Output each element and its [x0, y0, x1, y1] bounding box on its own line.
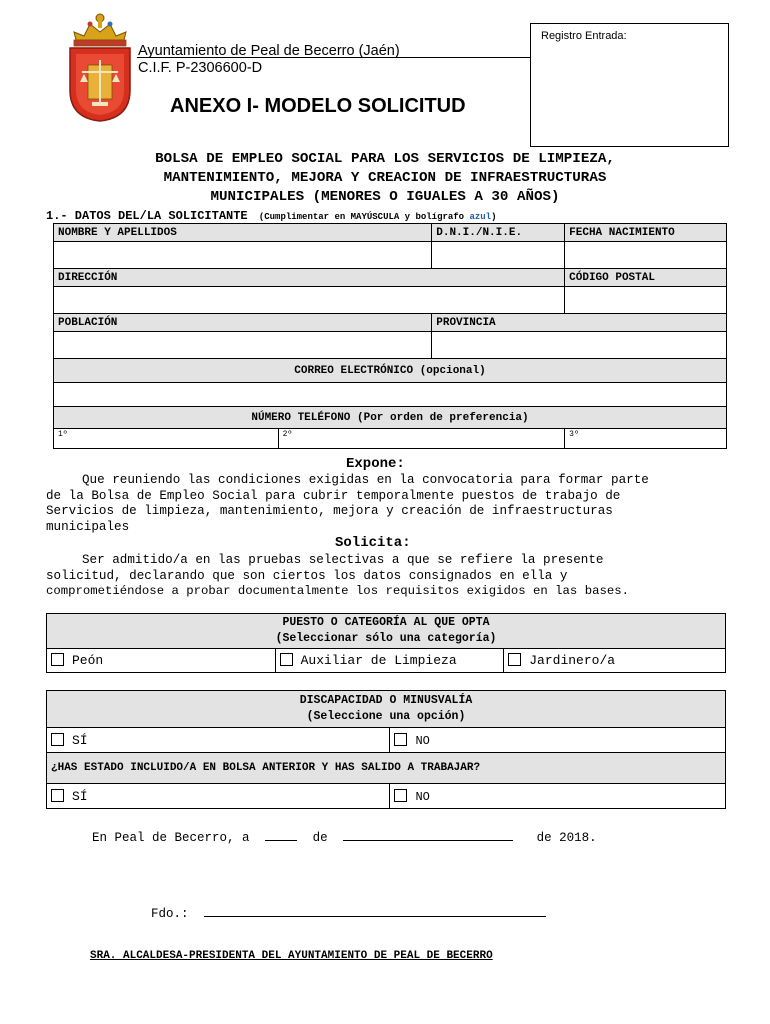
field-telefono-1[interactable]: 1º — [54, 429, 279, 449]
header-divider — [137, 57, 530, 58]
section-1-note: (Cumplimentar en MAYÚSCULA y bolígrafo azul) — [258, 212, 497, 222]
checkbox-discapacidad-no[interactable] — [394, 733, 407, 746]
field-telefono-3[interactable]: 3º — [565, 429, 727, 449]
bolsa-anterior-si[interactable] — [47, 784, 390, 809]
label-codigo-postal: CÓDIGO POSTAL — [565, 269, 727, 287]
expone-heading: Expone: — [346, 456, 405, 472]
field-direccion[interactable] — [54, 287, 565, 314]
expone-line: de la Bolsa de Empleo Social para cubrir temporalmente puestos de trabajo de — [46, 488, 621, 503]
solicita-heading: Solicita: — [335, 535, 411, 551]
document-title: ANEXO I- MODELO SOLICITUD — [170, 95, 466, 117]
field-dni[interactable] — [432, 242, 565, 269]
checkbox-peon[interactable] — [51, 653, 64, 666]
signature-field[interactable] — [204, 916, 546, 917]
expone-line: municipales — [46, 519, 130, 534]
discapacidad-table — [46, 690, 726, 809]
solicita-line: comprometiéndose a probar documentalmente los requisitos exigidos en las bases. — [46, 584, 629, 598]
option-auxiliar-label: Auxiliar de Limpieza — [300, 653, 457, 668]
label-fecha-nacimiento: FECHA NACIMIENTO — [565, 224, 727, 242]
date-de: de — [312, 831, 328, 845]
applicant-data-table — [53, 223, 727, 449]
day-field[interactable] — [265, 840, 297, 841]
field-telefono-2[interactable]: 2º — [278, 429, 565, 449]
bolsa-anterior-no[interactable] — [390, 784, 726, 809]
option-jardinero[interactable] — [504, 649, 726, 673]
bolsa-title — [40, 150, 730, 207]
section-1-heading — [46, 209, 497, 223]
checkbox-bolsa-no[interactable] — [394, 789, 407, 802]
option-auxiliar-limpieza[interactable] — [275, 649, 504, 673]
checkbox-jardinero[interactable] — [508, 653, 521, 666]
bolsa-title-line: BOLSA DE EMPLEO SOCIAL PARA LOS SERVICIOS DE LIMPIEZA, — [155, 151, 615, 167]
label-nombre: NOMBRE Y APELLIDOS — [54, 224, 432, 242]
expone-line: Que reuniendo las condiciones exigidas en la convocatoria para formar parte — [82, 473, 649, 487]
puesto-header — [47, 614, 726, 649]
label-direccion: DIRECCIÓN — [54, 269, 565, 287]
option-jardinero-label: Jardinero/a — [529, 653, 616, 668]
date-line — [92, 831, 597, 845]
note-blue-word: azul — [469, 212, 492, 222]
expone-text — [46, 473, 726, 535]
field-poblacion[interactable] — [54, 332, 432, 359]
label-dni: D.N.I./N.I.E. — [432, 224, 565, 242]
date-prefix: En Peal de Becerro, a — [92, 831, 250, 845]
discapacidad-no-label: NO — [415, 733, 430, 748]
section-1-title: 1.- DATOS DEL/LA SOLICITANTE — [46, 209, 248, 223]
discapacidad-si-label: SÍ — [72, 732, 88, 748]
field-correo[interactable] — [54, 383, 727, 407]
checkbox-bolsa-si[interactable] — [51, 789, 64, 802]
signature-line — [151, 907, 546, 921]
signature-label: Fdo.: — [151, 907, 189, 921]
bolsa-si-label: SÍ — [72, 788, 88, 804]
bolsa-title-line: MANTENIMIENTO, MEJORA Y CREACION DE INFRAESTRUCTURAS — [163, 170, 607, 186]
bolsa-anterior-question: ¿HAS ESTADO INCLUIDO/A EN BOLSA ANTERIOR Y HAS SALIDO A TRABAJAR? — [47, 753, 726, 784]
discapacidad-si[interactable] — [47, 728, 390, 753]
field-provincia[interactable] — [432, 332, 727, 359]
checkbox-auxiliar-limpieza[interactable] — [280, 653, 293, 666]
coat-of-arms-logo — [62, 10, 138, 122]
option-peon-label: Peón — [72, 653, 104, 668]
puesto-title: PUESTO O CATEGORÍA AL QUE OPTA — [282, 616, 490, 629]
registry-stamp-box — [530, 23, 729, 147]
bolsa-no-label: NO — [415, 789, 430, 804]
label-poblacion: POBLACIÓN — [54, 314, 432, 332]
discapacidad-subtitle: (Seleccione una opción) — [306, 710, 466, 723]
discapacidad-header — [47, 691, 726, 728]
field-nombre[interactable] — [54, 242, 432, 269]
solicita-text — [46, 553, 726, 600]
solicita-line: Ser admitido/a en las pruebas selectivas a que se refiere la presente — [82, 553, 604, 567]
option-peon[interactable] — [47, 649, 276, 673]
month-field[interactable] — [343, 840, 513, 841]
label-provincia: PROVINCIA — [432, 314, 727, 332]
cif-number: C.I.F. P-2306600-D — [138, 60, 263, 76]
municipality-name: Ayuntamiento de Peal de Becerro (Jaén) — [138, 43, 400, 59]
label-correo: CORREO ELECTRÓNICO (opcional) — [54, 359, 727, 383]
bolsa-title-line: MUNICIPALES (MENORES O IGUALES A 30 AÑOS) — [210, 189, 560, 205]
label-telefono: NÚMERO TELÉFONO (Por orden de preferencia) — [54, 407, 727, 429]
registry-label: Registro Entrada: — [541, 30, 627, 42]
expone-line: Servicios de limpieza, mantenimiento, mejora y creación de infraestructuras — [46, 504, 613, 518]
discapacidad-title: DISCAPACIDAD O MINUSVALÍA — [299, 694, 473, 707]
addressee-footer: SRA. ALCALDESA-PRESIDENTA DEL AYUNTAMIENTO DE PEAL DE BECERRO — [90, 950, 493, 962]
puesto-table — [46, 613, 726, 673]
checkbox-discapacidad-si[interactable] — [51, 733, 64, 746]
puesto-subtitle: (Seleccionar sólo una categoría) — [275, 632, 497, 645]
solicita-line: solicitud, declarando que son ciertos los datos consignados en ella y — [46, 568, 568, 583]
date-year: de 2018. — [536, 831, 597, 845]
discapacidad-no[interactable] — [390, 728, 726, 753]
field-codigo-postal[interactable] — [565, 287, 727, 314]
field-fecha-nacimiento[interactable] — [565, 242, 727, 269]
